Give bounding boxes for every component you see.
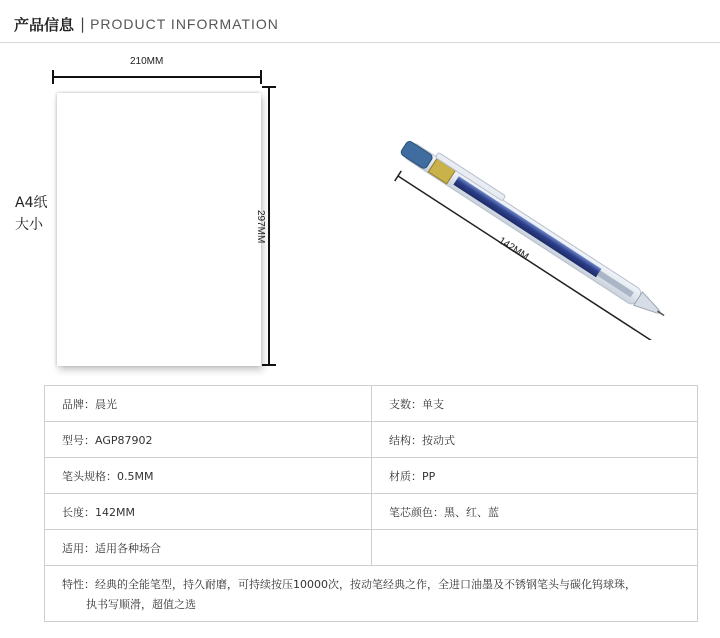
table-row [45,422,698,458]
pen-length-label: 142MM [496,235,531,263]
spec-table [44,385,698,622]
a4-paper-image [57,93,261,366]
header-divider [0,42,720,43]
a4-caption-line1: A4纸 [15,195,48,211]
a4-caption [15,192,47,236]
spec-count: 支数：单支 [389,397,444,411]
table-row [45,494,698,530]
table-row [45,530,698,566]
title-separator: | [80,15,86,33]
table-row [45,386,698,422]
a4-caption-line2: 大小 [15,217,43,233]
title-chinese: 产品信息 [14,15,75,34]
paper-width-dimension-line [52,70,262,84]
pen-body [399,135,672,323]
section-header [14,12,279,36]
table-row [45,566,698,622]
spec-structure: 结构：按动式 [389,433,455,447]
paper-width-label: 210MM [130,56,164,67]
spec-model: 型号：AGP87902 [62,433,153,447]
spec-feature-line2: 执书写顺滑，超值之选 [86,597,196,611]
spec-usage: 适用：适用各种场合 [62,541,161,555]
pen-illustration [380,120,700,340]
spec-length: 长度：142MM [62,505,135,519]
paper-height-label: 297MM [255,210,266,244]
spec-ink-colors: 笔芯颜色：黑、红、蓝 [389,505,499,519]
spec-brand: 品牌：晨光 [62,397,117,411]
spec-material: 材质：PP [389,469,436,483]
spec-feature-line1: 特性：经典的全能笔型，持久耐磨，可持续按压10000次，按动笔经典之作，全进口油墨及不锈钢笔头与碳化钨球珠， [62,577,636,591]
pen-length-dimension-line [395,171,670,340]
spec-tip: 笔头规格：0.5MM [62,469,154,483]
title-english: PRODUCT INFORMATION [90,16,279,32]
table-row [45,458,698,494]
